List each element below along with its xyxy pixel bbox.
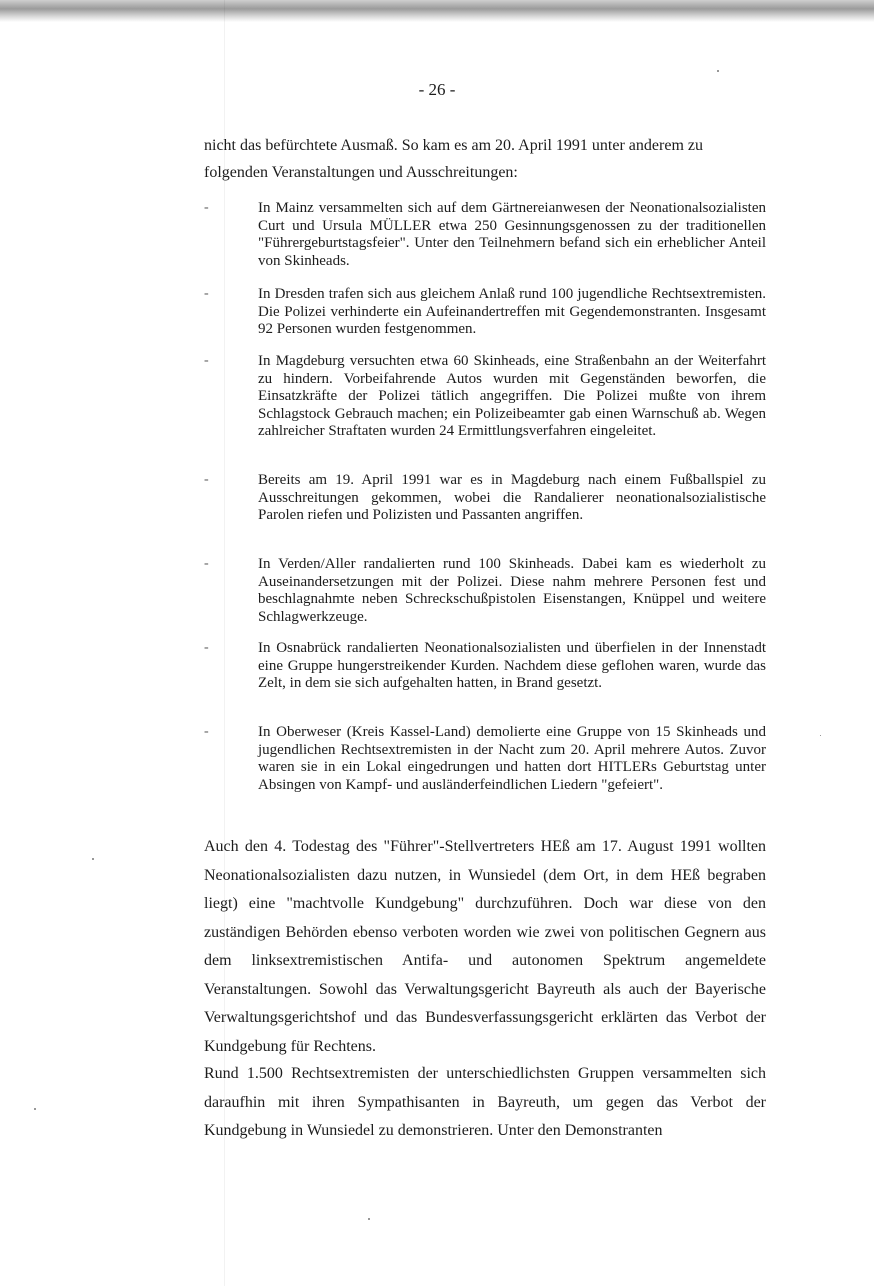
list-item-text: In Mainz versammelten sich auf dem Gärtnereianwesen der Neonationalsozialisten Curt und Ursula MÜLLER etwa 250 Gesinnungsgenossen zu der traditionellen "Führergeburtstagsfeier". Unter den Teilnehmern befand sich ein erheblicher Anteil von Skinheads. <box>258 200 766 269</box>
bullet-dash: - <box>204 556 209 571</box>
list-item-text: In Osnabrück randalierten Neonationalsozialisten und überfielen in der Innenstadt eine Gruppe hungerstreikender Kurden. Nachdem diese geflohen waren, wurde das Zelt, in dem sie sich aufgehalten hatten, in Brand gesetzt. <box>258 640 766 691</box>
intro-text: nicht das befürchtete Ausmaß. So kam es am 20. April 1991 unter anderem zu folgenden Veranstaltungen und Ausschreitungen: <box>204 137 703 181</box>
list-item-text: In Oberweser (Kreis Kassel-Land) demolierte eine Gruppe von 15 Skinheads und jugendlichen Rechtsextremisten in der Nacht zum 20. April mehrere Autos. Zuvor waren sie in ein Lokal eingedrungen und hatten dort HITLERs Geburtstag unter Absingen von Kampf- und ausländerfeindlichen Liedern "gefeiert". <box>258 724 766 793</box>
scan-edge <box>0 0 874 22</box>
scan-speck <box>34 1108 36 1110</box>
list-item-text: Bereits am 19. April 1991 war es in Magdeburg nach einem Fußballspiel zu Ausschreitungen gekommen, wobei die Randalierer neonationalsozialistische Parolen riefen und Polizisten und Passanten angriffen. <box>258 472 766 523</box>
scan-speck <box>820 735 821 736</box>
bullet-dash: - <box>204 640 209 655</box>
body-paragraph: Auch den 4. Todestag des "Führer"-Stellvertreters HEß am 17. August 1991 wollten Neonationalsozialisten dazu nutzen, in Wunsiedel (dem Ort, in dem HEß begraben liegt) eine "machtvolle Kundgebung" durchzuführen. Doch war diese von den zuständigen Behörden ebenso verboten worden wie zwei von politischen Gegnern aus dem linksextremistischen Antifa- und autonomen Spektrum angemeldete Veranstaltungen. Sowohl das Verwaltungsgericht Bayreuth als auch der Bayerische Verwaltungsgerichtshof und das Bundesverfassungsgericht erklärten das Verbot der Kundgebung für Rechtens. <box>204 838 766 1055</box>
body-paragraph: Rund 1.500 Rechtsextremisten der unterschiedlichsten Gruppen versammelten sich daraufhin mit ihren Sympathisanten in Bayreuth, um gegen das Verbot der Kundgebung in Wunsiedel zu demonstrieren. Unter den Demonstranten <box>204 1065 766 1139</box>
bullet-dash: - <box>204 353 209 368</box>
bullet-dash: - <box>204 200 209 215</box>
bullet-dash: - <box>204 724 209 739</box>
scan-speck <box>92 858 94 860</box>
list-item-text: In Magdeburg versuchten etwa 60 Skinheads, eine Straßenbahn an der Weiterfahrt zu hindern. Vorbeifahrende Autos wurden mit Gegenständen beworfen, die Einsatzkräfte der Polizei tätlich angegriffen. Die Polizei mußte von ihrem Schlagstock Gebrauch machen; ein Polizeibeamter gab einen Warnschuß ab. Wegen zahlreicher Straftaten wurden 24 Ermittlungsverfahren eingeleitet. <box>258 353 766 439</box>
scan-speck <box>368 1218 370 1220</box>
bullet-dash: - <box>204 472 209 487</box>
scan-speck <box>717 70 719 72</box>
page-number: - 26 - <box>418 80 456 99</box>
list-item-text: In Dresden trafen sich aus gleichem Anlaß rund 100 jugendliche Rechtsextremisten. Die Polizei verhinderte ein Aufeinandertreffen mit Gegendemonstranten. Insgesamt 92 Personen wurden festgenommen. <box>258 286 766 337</box>
bullet-dash: - <box>204 286 209 301</box>
list-item-text: In Verden/Aller randalierten rund 100 Skinheads. Dabei kam es wiederholt zu Auseinandersetzungen mit der Polizei. Diese nahm mehrere Personen fest und beschlagnahmte neben Schreckschußpistolen Eisenstangen, Knüppel und weitere Schlagwerkzeuge. <box>258 556 766 625</box>
